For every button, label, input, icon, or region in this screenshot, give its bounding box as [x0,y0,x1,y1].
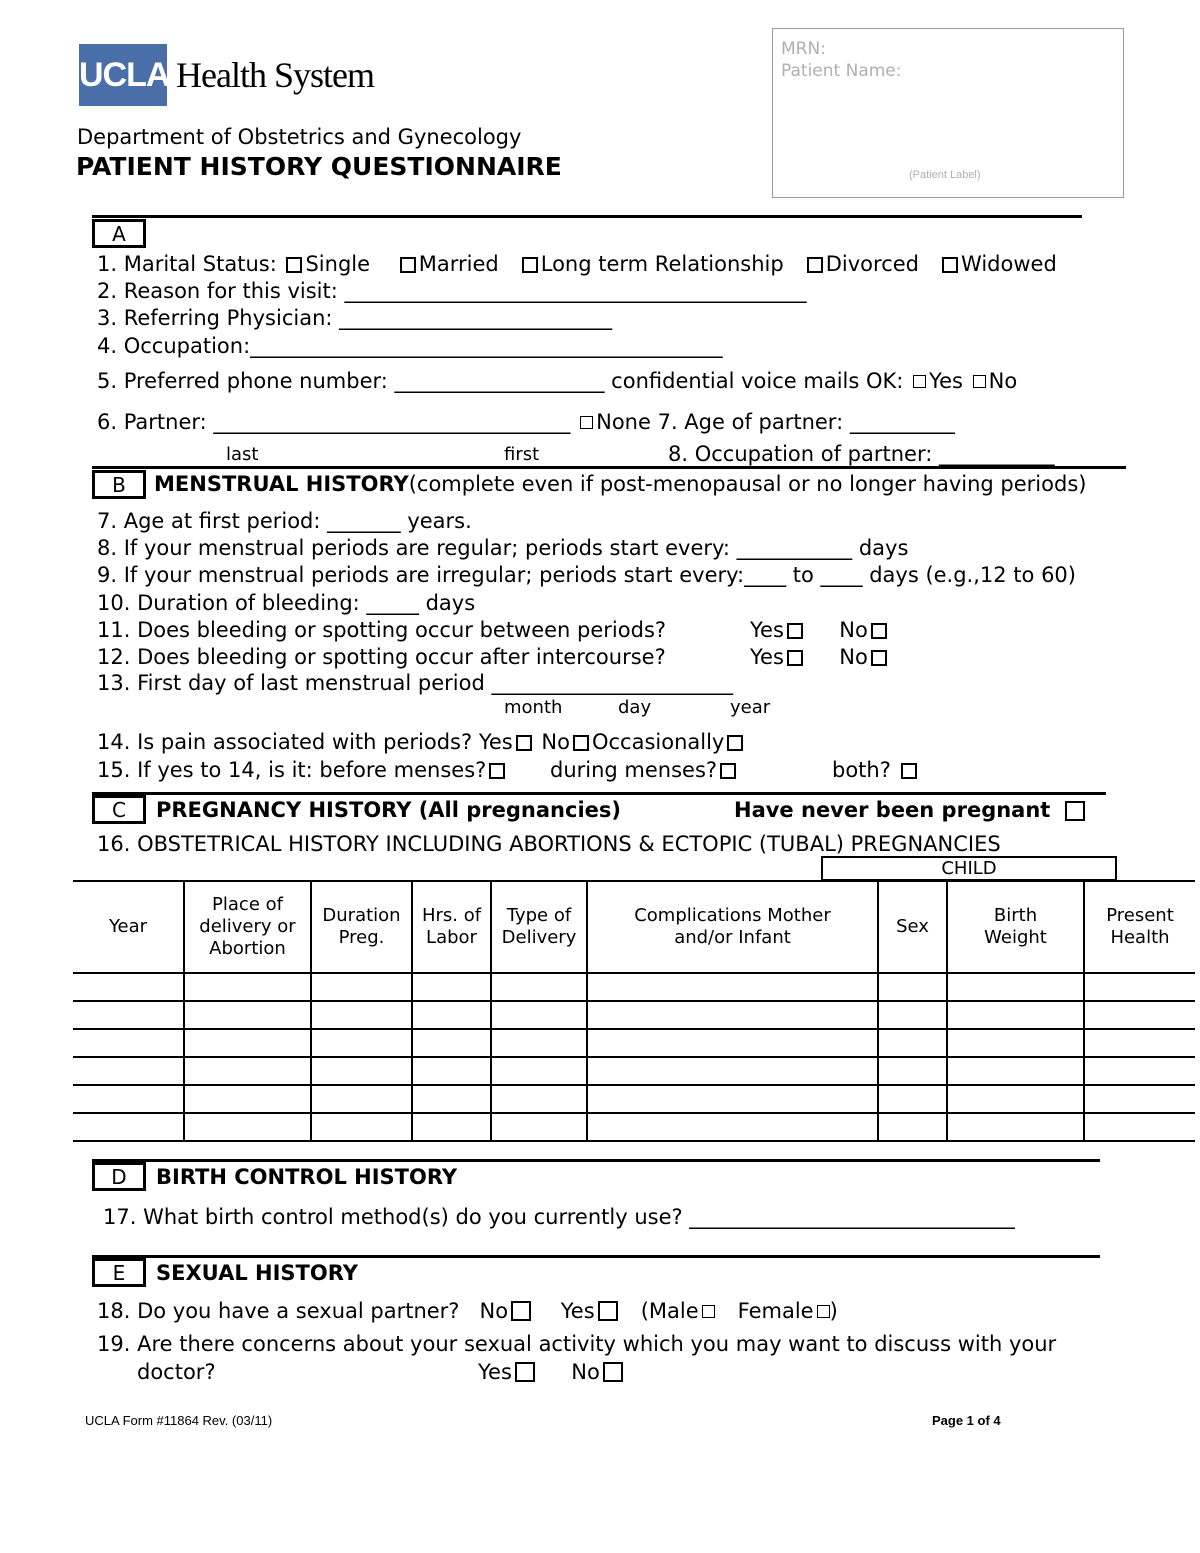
q18-yes-label: Yes [560,1299,595,1323]
section-b-title: MENSTRUAL HISTORY [154,472,409,496]
table-row[interactable] [73,1001,1195,1029]
section-a-box: A [92,219,146,248]
section-b-note: (complete even if post-menopausal or no longer having periods) [408,472,1087,496]
long-term-relationship-checkbox[interactable] [522,257,538,273]
q14-occasionally-checkbox[interactable] [727,735,743,751]
q19-no-label: No [571,1360,600,1384]
long-term-relationship-label: Long term Relationship [540,252,784,276]
q18-no-checkbox[interactable] [511,1301,531,1321]
q13-month-sublabel: month [504,697,563,718]
single-label: Single [305,252,371,276]
q2-reason-for-visit[interactable]: 2. Reason for this visit: ____________________________________________ [97,279,807,303]
q15-before-checkbox[interactable] [489,763,505,779]
q15-during-checkbox[interactable] [720,763,736,779]
q12-yes-checkbox[interactable] [787,650,803,666]
q15-both-label: both? [832,758,891,782]
voicemail-yes-label: Yes [929,369,963,393]
col-birth-weight: Birth Weight [947,881,1084,973]
patient-label-caption: (Patient Label) [909,169,981,181]
q11-bleeding-between-periods: 11. Does bleeding or spotting occur between periods? [97,618,667,642]
q18-close-paren: ) [829,1299,838,1323]
page-title: PATIENT HISTORY QUESTIONNAIRE [76,152,562,181]
q13-last-menstrual-period[interactable]: 13. First day of last menstrual period _______________________ [97,671,733,695]
col-present-health: Present Health [1084,881,1195,973]
partner-none-label: None [596,410,651,434]
section-b-heading [154,471,1086,497]
voicemail-yes-checkbox[interactable] [913,375,926,388]
q11-no-checkbox[interactable] [871,623,887,639]
q8-regular-periods[interactable]: 8. If your menstrual periods are regular; periods start every: ___________ days [97,536,909,560]
q13-day-sublabel: day [618,697,652,718]
q19-yes-label: Yes [478,1360,512,1384]
patient-label-box [772,28,1124,198]
q15-timing [97,757,508,783]
q5-label[interactable]: 5. Preferred phone number: ____________________ confidential voice mails OK: [97,369,904,393]
partner-last-sublabel: last [226,444,259,465]
q18-female-checkbox[interactable] [817,1305,830,1318]
q18-female-label: Female [737,1299,814,1323]
section-c-title: PREGNANCY HISTORY (All pregnancies) [156,798,621,822]
col-type-of-delivery: Type of Delivery [491,881,587,973]
q15-during-option [550,757,739,783]
voicemail-no-label: No [988,369,1018,393]
q7-age-of-partner[interactable]: 7. Age of partner: __________ [657,410,955,434]
q14-pain-with-periods [97,729,746,755]
q18-male-label: (Male [640,1299,699,1323]
q14-no-checkbox[interactable] [573,735,589,751]
q1-marital-status [97,251,1057,277]
q8-occupation-of-partner[interactable]: 8. Occupation of partner: ___________ [668,442,1055,466]
col-place-of-delivery: Place of delivery or Abortion [184,881,311,973]
q14-occasionally-label: Occasionally [591,730,725,754]
q14-yes-checkbox[interactable] [516,735,532,751]
q1-label: 1. Marital Status: [97,252,277,276]
q18-male-checkbox[interactable] [702,1305,715,1318]
partner-first-sublabel: first [504,444,540,465]
divorced-checkbox[interactable] [807,257,823,273]
section-e-box: E [92,1258,146,1287]
q15-label: 15. If yes to 14, is it: before menses? [97,758,487,782]
divorced-label: Divorced [825,252,919,276]
q13-year-sublabel: year [730,697,771,718]
q12-yes-label: Yes [750,645,784,669]
table-row[interactable] [73,1029,1195,1057]
married-checkbox[interactable] [400,257,416,273]
col-sex: Sex [878,881,947,973]
logo-health-system-text: Health System [176,55,374,95]
q18-no-label: No [479,1299,509,1323]
q19-yes-checkbox[interactable] [515,1362,535,1382]
col-year: Year [73,881,184,973]
q7-age-first-period[interactable]: 7. Age at first period: _______ years. [97,509,472,533]
table-row[interactable] [73,1113,1195,1141]
voicemail-no-checkbox[interactable] [973,375,986,388]
patient-name-label: Patient Name: [781,61,902,81]
section-c-rule [92,792,1106,795]
q11-no-label: No [839,618,868,642]
department-name: Department of Obstetrics and Gynecology [77,125,522,149]
q19-no-checkbox[interactable] [603,1362,623,1382]
q5-preferred-phone [97,368,1017,394]
q12-options [750,644,890,670]
section-a-rule [92,215,1082,218]
table-row[interactable] [73,973,1195,1001]
q6-partner [97,409,955,435]
q19-line2: doctor? [137,1360,216,1384]
q11-yes-checkbox[interactable] [787,623,803,639]
col-hrs-of-labor: Hrs. of Labor [412,881,491,973]
table-row[interactable] [73,1057,1195,1085]
q19-line1: 19. Are there concerns about your sexual activity which you may want to discuss with your [97,1332,1057,1356]
q12-no-label: No [839,645,868,669]
mrn-label: MRN: [781,39,826,59]
q3-referring-physician[interactable]: 3. Referring Physician: __________________________ [97,306,613,330]
widowed-label: Widowed [961,252,1057,276]
q18-sexual-partner [97,1298,838,1324]
q10-duration-bleeding[interactable]: 10. Duration of bleeding: _____ days [97,591,476,615]
never-pregnant-checkbox[interactable] [1065,801,1085,821]
q15-during-label: during menses? [550,758,718,782]
partner-none-checkbox[interactable] [580,416,593,429]
col-complications: Complications Mother and/or Infant [587,881,878,973]
table-header-row [73,881,1195,973]
q19-options [478,1359,626,1385]
q6-label[interactable]: 6. Partner: __________________________________ [97,410,571,434]
section-d-box: D [92,1162,146,1191]
section-e-rule [92,1255,1100,1258]
q15-both-option [832,757,920,783]
q14-label: 14. Is pain associated with periods? [97,730,473,754]
child-header: CHILD [821,856,1117,881]
table-row[interactable] [73,1085,1195,1113]
q11-yes-label: Yes [750,618,784,642]
widowed-checkbox[interactable] [942,257,958,273]
q17-birth-control[interactable]: 17. What birth control method(s) do you currently use? _______________________________ [103,1205,1015,1229]
q18-yes-checkbox[interactable] [598,1301,618,1321]
q4-occupation[interactable]: 4. Occupation:_____________________________________________ [97,334,723,358]
section-d-title: BIRTH CONTROL HISTORY [156,1165,458,1189]
q15-both-checkbox[interactable] [901,763,917,779]
q11-options [750,617,890,643]
q12-no-checkbox[interactable] [871,650,887,666]
section-d-rule [92,1159,1100,1162]
section-c-box: C [92,795,146,824]
never-pregnant-label: Have never been pregnant [734,798,1051,822]
obstetrical-history-table [73,880,1195,1142]
col-duration-preg: Duration Preg. [311,881,412,973]
q12-bleeding-after-intercourse: 12. Does bleeding or spotting occur after intercourse? [97,645,666,669]
q14-yes-label: Yes [478,730,513,754]
section-e-title: SEXUAL HISTORY [156,1261,358,1285]
single-checkbox[interactable] [286,257,302,273]
section-b-rule [92,466,1126,469]
section-b-box: B [92,470,146,499]
page-number: Page 1 of 4 [932,1413,1001,1428]
q9-irregular-periods[interactable]: 9. If your menstrual periods are irregular; periods start every:____ to ____ days (e.g.,12 to 60) [97,563,1076,587]
form-number: UCLA Form #11864 Rev. (03/11) [85,1413,273,1428]
q18-label: 18. Do you have a sexual partner? [97,1299,460,1323]
ucla-logo-mark: UCLA [79,44,167,106]
q16-obstetrical-history: 16. OBSTETRICAL HISTORY INCLUDING ABORTIONS & ECTOPIC (TUBAL) PREGNANCIES [97,832,1001,856]
married-label: Married [418,252,499,276]
q14-no-label: No [541,730,570,754]
